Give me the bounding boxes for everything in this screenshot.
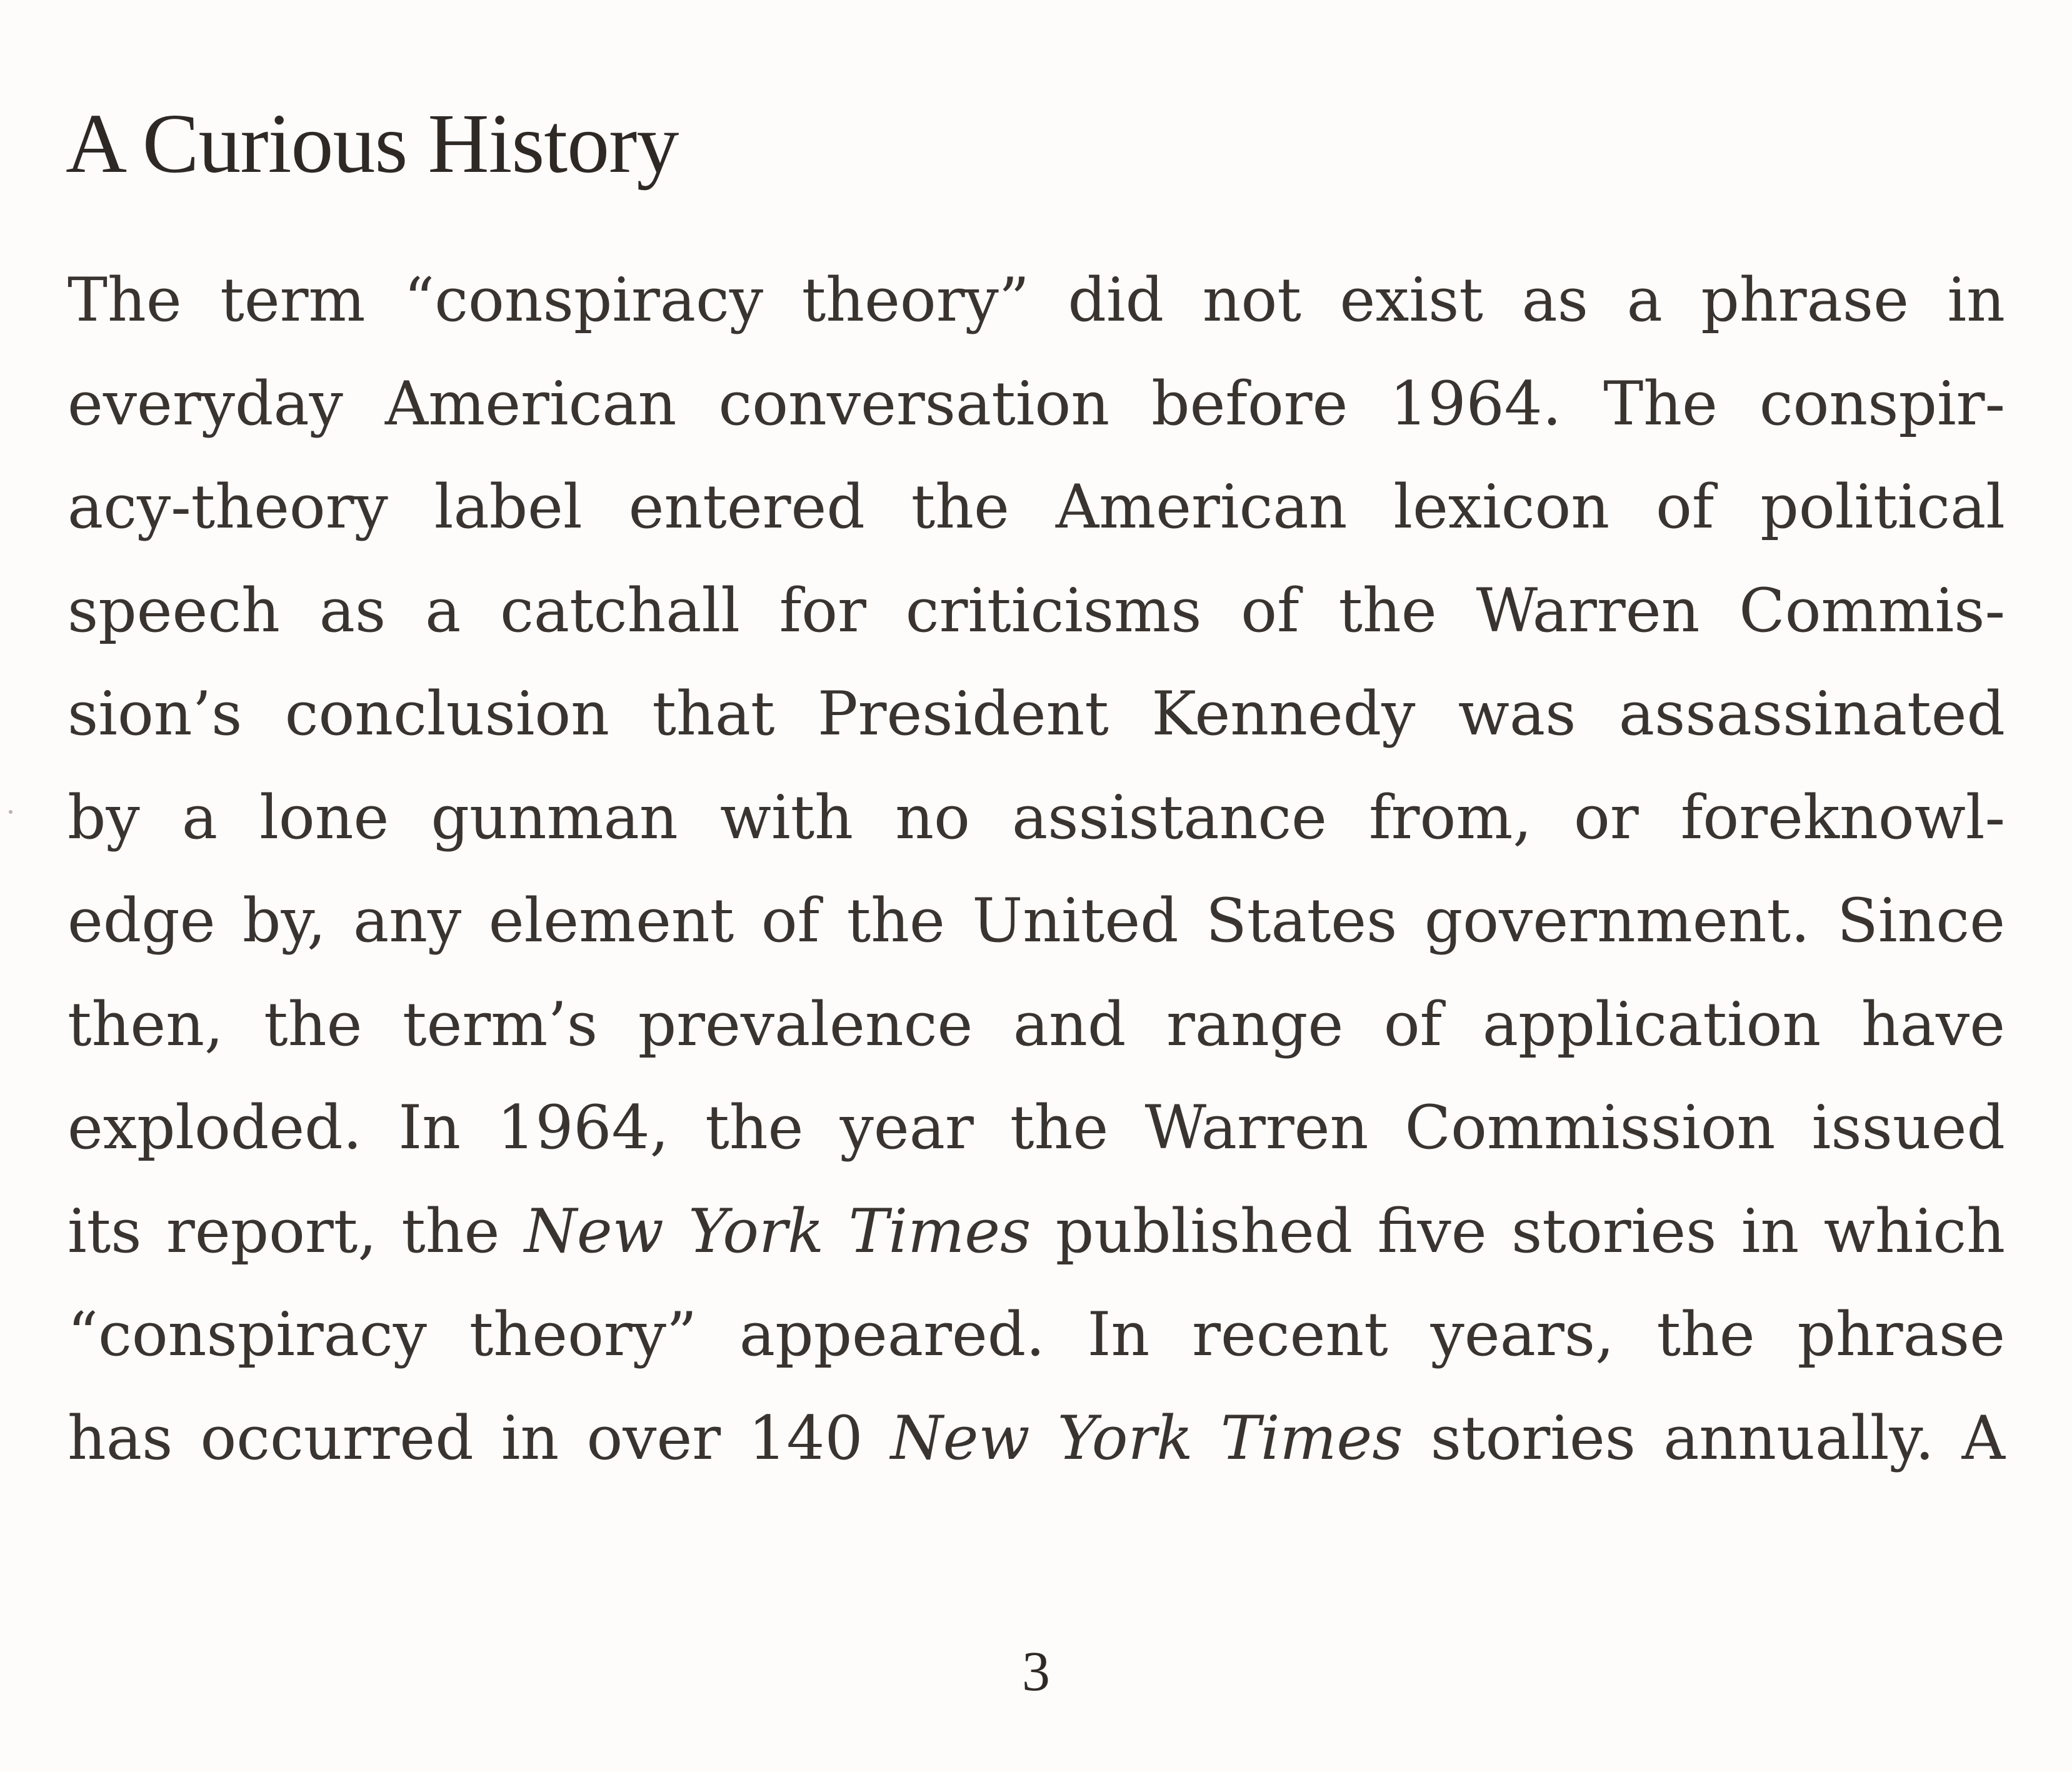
paragraph-line bbox=[68, 1387, 2005, 1491]
page-number: 3 bbox=[1022, 1641, 1050, 1703]
paragraph-line bbox=[68, 456, 2005, 559]
text-run: its report, the bbox=[68, 1196, 524, 1266]
text-run: speech as a catchall for criticisms of the Warren Commis- bbox=[68, 575, 2005, 646]
paragraph-line bbox=[68, 353, 2005, 456]
text-run: then, the term’s prevalence and range of application have bbox=[68, 989, 2005, 1059]
publication-title: New York Times bbox=[890, 1403, 1403, 1473]
text-run: everyday American conversation before 1964. The conspir- bbox=[68, 368, 2005, 439]
publication-title: New York Times bbox=[524, 1196, 1031, 1266]
paragraph-line bbox=[68, 1180, 2005, 1284]
paragraph-line bbox=[68, 249, 2005, 353]
text-run: sion’s conclusion that President Kennedy was assassinated bbox=[68, 679, 2005, 749]
section-heading: A Curious History bbox=[66, 97, 679, 191]
paragraph-line bbox=[68, 869, 2005, 973]
paragraph-line bbox=[68, 663, 2005, 766]
body-paragraph bbox=[68, 249, 2005, 1490]
scan-speck bbox=[9, 810, 13, 814]
paragraph-line bbox=[68, 973, 2005, 1077]
text-run: edge by, any element of the United States government. Since bbox=[68, 886, 2005, 956]
paragraph-line bbox=[68, 1076, 2005, 1180]
text-run: stories annually. A bbox=[1403, 1403, 2005, 1473]
text-run: exploded. In 1964, the year the Warren Commission issued bbox=[68, 1093, 2005, 1163]
text-run: has occurred in over 140 bbox=[68, 1403, 891, 1473]
paragraph-line bbox=[68, 766, 2005, 870]
text-run: published five stories in which bbox=[1031, 1196, 2006, 1266]
text-run: acy-theory label entered the American lexicon of political bbox=[68, 472, 2005, 542]
text-run: The term “conspiracy theory” did not exist as a phrase in bbox=[68, 265, 2005, 335]
text-run: “conspiracy theory” appeared. In recent years, the phrase bbox=[68, 1299, 2005, 1369]
paragraph-line bbox=[68, 1283, 2005, 1387]
text-run: by a lone gunman with no assistance from, or foreknowl- bbox=[68, 782, 2005, 853]
paragraph-line bbox=[68, 559, 2005, 663]
